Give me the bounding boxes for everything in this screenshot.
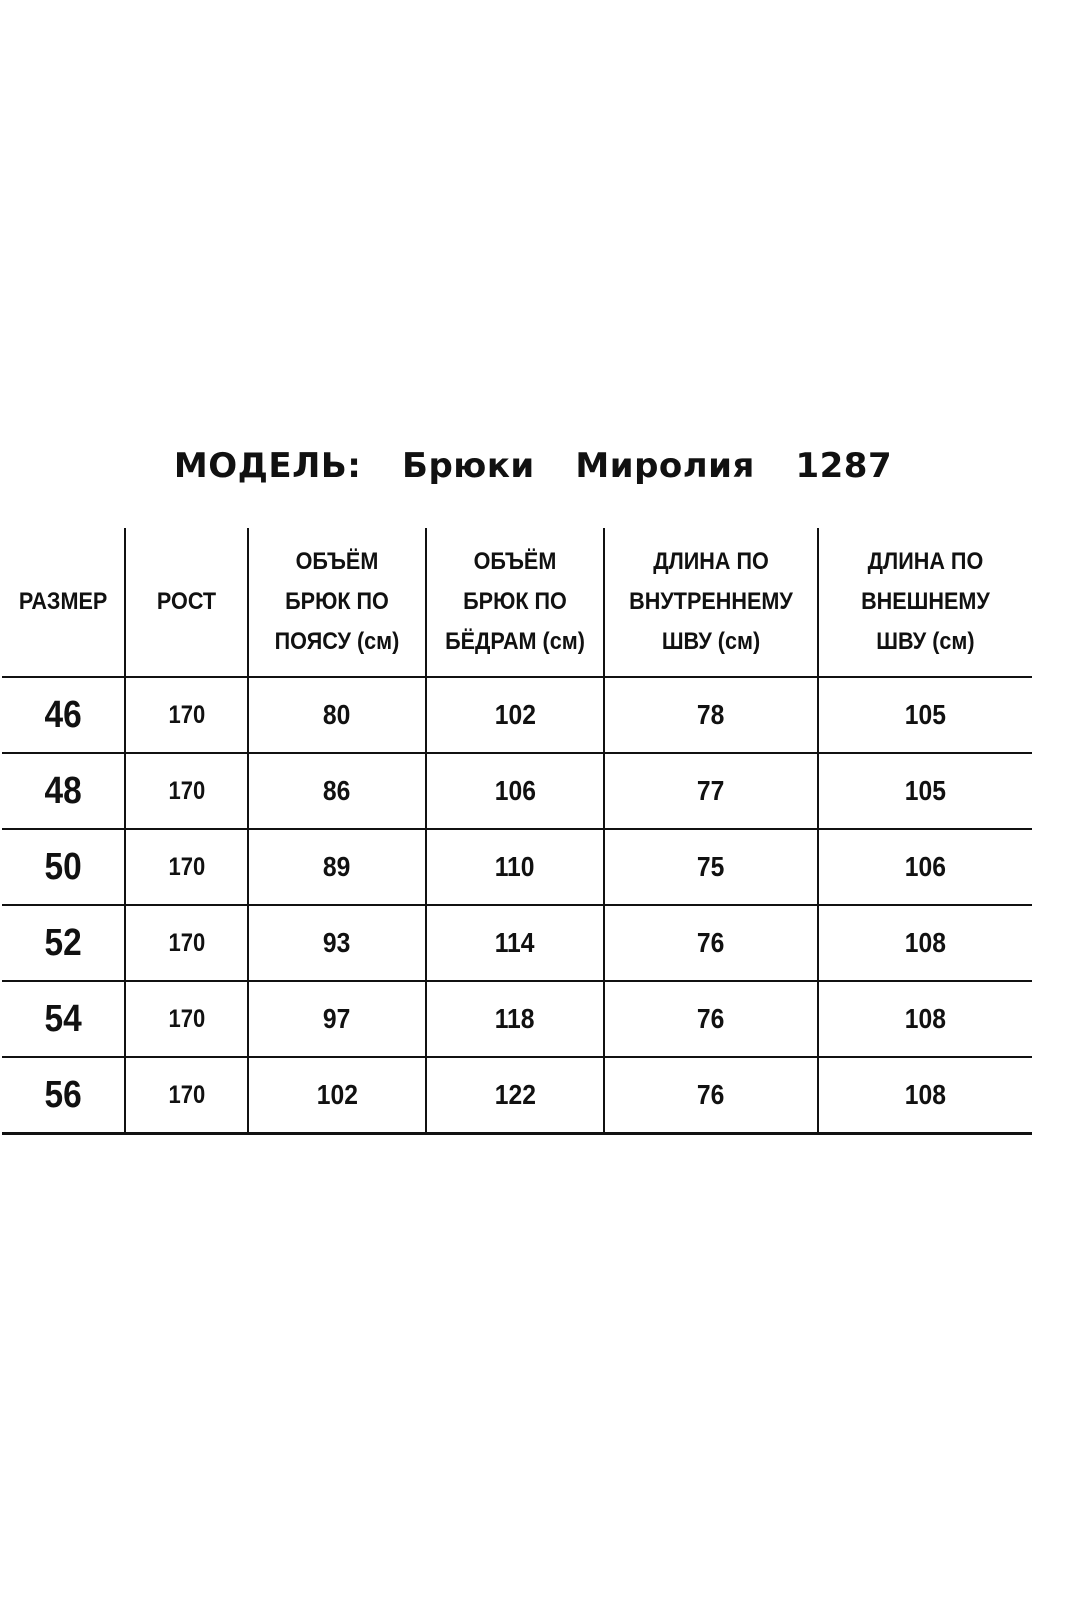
cell-value: 54 (44, 997, 82, 1040)
cell-inseam (604, 981, 818, 1057)
cell-size (2, 677, 125, 753)
cell-value: 76 (697, 927, 725, 958)
cell-waist (248, 905, 426, 981)
header-line: БРЮК ПО (285, 588, 389, 615)
cell-value: 108 (904, 1003, 947, 1034)
header-outseam (829, 528, 1022, 677)
cell-value: 89 (323, 851, 351, 882)
header-line: ВНУТРЕННЕМУ (629, 588, 793, 615)
header-line: ШВУ (см) (876, 628, 975, 655)
cell-value: 114 (495, 927, 535, 958)
cell-value: 170 (168, 1004, 205, 1033)
header-line: ПОЯСУ (см) (274, 628, 400, 655)
cell-value: 102 (494, 699, 536, 730)
cell-size (2, 1057, 125, 1134)
cell-waist (248, 829, 426, 905)
cell-size (2, 905, 125, 981)
cell-height (125, 677, 248, 753)
cell-inseam (604, 905, 818, 981)
header-line: БРЮК ПО (463, 588, 567, 615)
header-line: РАЗМЕР (18, 588, 108, 615)
table-header-row (2, 528, 1032, 677)
table-row (2, 677, 1032, 753)
header-height (131, 528, 242, 677)
cell-value: 52 (44, 921, 82, 964)
cell-value: 170 (168, 1080, 205, 1109)
cell-inseam (604, 829, 818, 905)
header-line: ОБЪЁМ (295, 548, 379, 575)
cell-waist (248, 1057, 426, 1134)
cell-value: 80 (323, 699, 351, 730)
cell-value: 102 (316, 1079, 358, 1110)
cell-value: 56 (44, 1073, 82, 1116)
size-table (2, 528, 1032, 1135)
table-row (2, 1057, 1032, 1134)
header-line: РОСТ (156, 588, 217, 615)
header-line: ВНЕШНЕМУ (861, 588, 990, 615)
cell-value: 75 (697, 851, 725, 882)
cell-inseam (604, 753, 818, 829)
cell-size (2, 753, 125, 829)
cell-value: 77 (697, 775, 725, 806)
cell-hips (426, 829, 604, 905)
cell-outseam (818, 677, 1032, 753)
cell-value: 76 (697, 1003, 725, 1034)
cell-value: 108 (904, 1079, 947, 1110)
cell-outseam (818, 905, 1032, 981)
cell-hips (426, 905, 604, 981)
cell-value: 50 (44, 845, 82, 888)
cell-height (125, 905, 248, 981)
cell-outseam (818, 981, 1032, 1057)
table-row (2, 981, 1032, 1057)
cell-inseam (604, 677, 818, 753)
cell-hips (426, 753, 604, 829)
header-line: ШВУ (см) (661, 628, 761, 655)
cell-value: 105 (904, 775, 947, 806)
table-row (2, 905, 1032, 981)
header-size (8, 528, 119, 677)
header-waist (257, 528, 417, 677)
header-line: ДЛИНА ПО (653, 548, 769, 575)
page-title: МОДЕЛЬ: Брюки Миролия 1287 (173, 446, 893, 486)
cell-height (125, 829, 248, 905)
cell-value: 106 (494, 775, 536, 806)
header-line: ДЛИНА ПО (867, 548, 984, 575)
cell-waist (248, 981, 426, 1057)
cell-value: 97 (323, 1003, 351, 1034)
cell-value: 110 (495, 851, 535, 882)
cell-outseam (818, 829, 1032, 905)
cell-value: 108 (904, 927, 947, 958)
cell-inseam (604, 1057, 818, 1134)
cell-value: 106 (904, 851, 947, 882)
cell-value: 48 (44, 769, 82, 812)
cell-value: 78 (697, 699, 725, 730)
cell-value: 46 (44, 693, 82, 736)
table-row (2, 829, 1032, 905)
cell-value: 76 (697, 1079, 725, 1110)
header-inseam (615, 528, 808, 677)
cell-height (125, 981, 248, 1057)
cell-hips (426, 1057, 604, 1134)
cell-size (2, 981, 125, 1057)
cell-value: 93 (323, 927, 351, 958)
cell-value: 170 (168, 700, 205, 729)
header-hips (435, 528, 595, 677)
cell-size (2, 829, 125, 905)
cell-height (125, 1057, 248, 1134)
cell-waist (248, 677, 426, 753)
cell-height (125, 753, 248, 829)
cell-value: 122 (494, 1079, 536, 1110)
cell-value: 170 (168, 928, 205, 957)
cell-waist (248, 753, 426, 829)
cell-value: 86 (323, 775, 351, 806)
cell-value: 105 (904, 699, 947, 730)
cell-value: 170 (168, 852, 205, 881)
cell-outseam (818, 753, 1032, 829)
cell-outseam (818, 1057, 1032, 1134)
cell-value: 170 (168, 776, 205, 805)
header-line: БЁДРАМ (см) (445, 628, 585, 655)
cell-hips (426, 677, 604, 753)
cell-hips (426, 981, 604, 1057)
table-row (2, 753, 1032, 829)
header-line: ОБЪЁМ (473, 548, 557, 575)
cell-value: 118 (495, 1003, 535, 1034)
